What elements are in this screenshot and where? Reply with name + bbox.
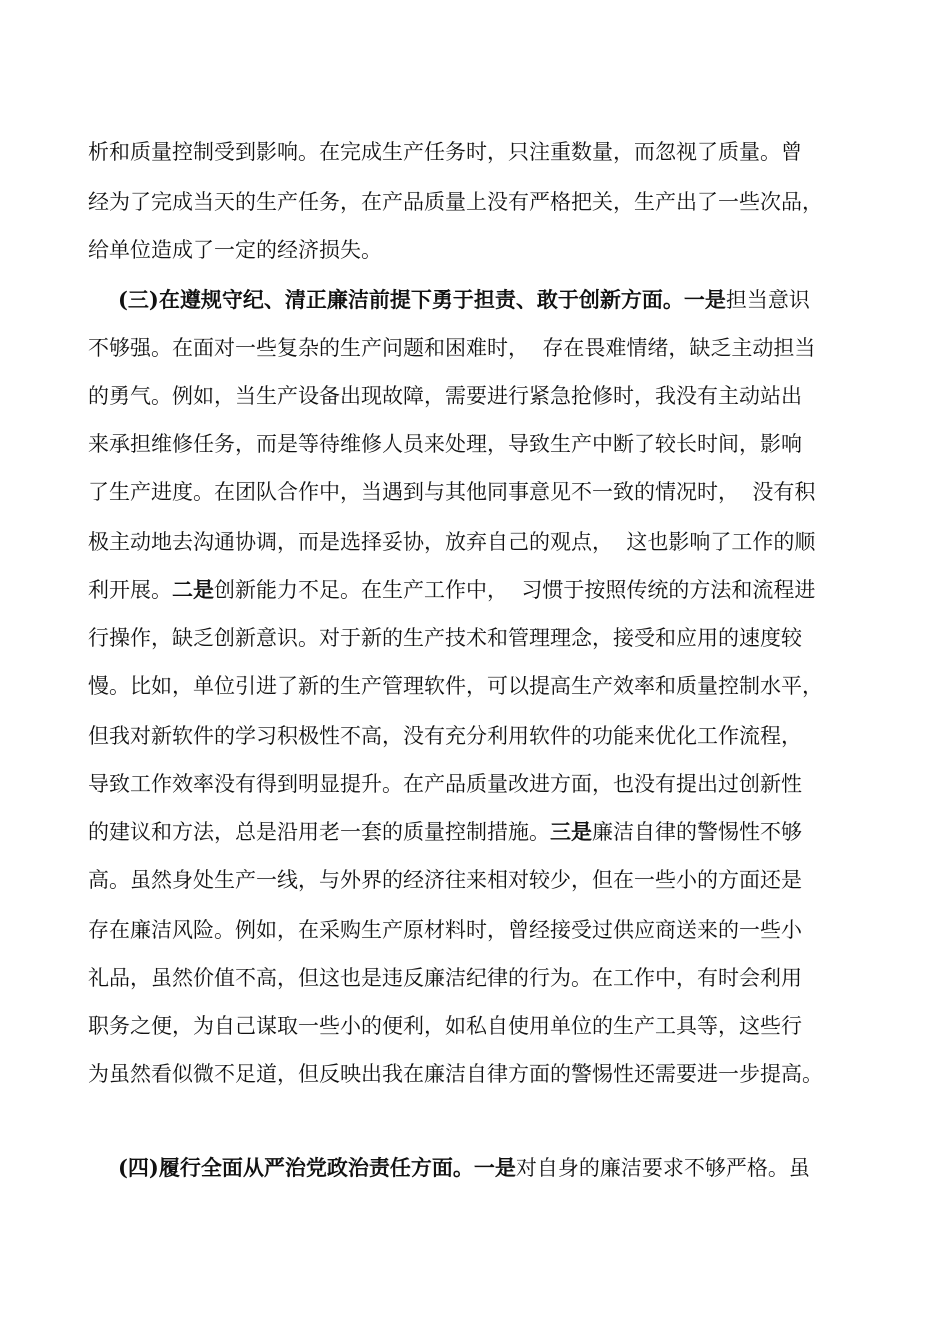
- text-line: 来承担维修任务，而是等待维修人员来处理，导致生产中断了较长时间，影响: [88, 432, 802, 456]
- section-3-first-line: [118, 276, 868, 324]
- text-run: 担当意识: [725, 288, 810, 312]
- text-line: 为虽然看似微不足道，但反映出我在廉洁自律方面的警惕性还需要进一步提高。: [88, 1062, 823, 1086]
- text-line: 导致工作效率没有得到明显提升。在产品质量改进方面，也没有提出过创新性: [88, 772, 802, 796]
- text-line: 高。虽然身处生产一线，与外界的经济往来相对较少，但在一些小的方面还是: [88, 868, 802, 892]
- text-line: 的勇气。例如，当生产设备出现故障，需要进行紧急抢修时，我没有主动站出: [88, 384, 802, 408]
- text-run: 的建议和方法，总是沿用老一套的质量控制措施。: [88, 820, 550, 844]
- text-line-with-point: [88, 808, 868, 856]
- point-label: 三是: [550, 819, 592, 844]
- text-run: 创新能力不足。在生产工作中， 习惯于按照传统的方法和流程进: [214, 578, 816, 602]
- text-line: 经为了完成当天的生产任务，在产品质量上没有严格把关，生产出了一些次品，: [88, 190, 823, 214]
- text-run: 廉洁自律的警惕性不够: [592, 820, 802, 844]
- text-line: 存在廉洁风险。例如，在采购生产原材料时，曾经接受过供应商送来的一些小: [88, 918, 802, 942]
- section-4-first-line: [118, 1144, 868, 1192]
- text-line: 行操作，缺乏创新意识。对于新的生产技术和管理理念，接受和应用的速度较: [88, 626, 802, 650]
- section-3-heading: (三)在遵规守纪、清正廉洁前提下勇于担责、敢于创新方面。: [118, 287, 684, 312]
- text-line: 但我对新软件的学习积极性不高，没有充分利用软件的功能来优化工作流程，: [88, 724, 802, 748]
- text-line: 极主动地去沟通协调，而是选择妥协，放弃自己的观点， 这也影响了工作的顺: [88, 530, 816, 554]
- text-run: 对自身的廉洁要求不够严格。虽: [515, 1156, 810, 1180]
- text-line: 慢。比如，单位引进了新的生产管理软件，可以提高生产效率和质量控制水平，: [88, 674, 823, 698]
- text-line: 礼品，虽然价值不高，但这也是违反廉洁纪律的行为。在工作中，有时会利用: [88, 966, 802, 990]
- text-line: 析和质量控制受到影响。在完成生产任务时，只注重数量，而忽视了质量。曾: [88, 140, 802, 164]
- point-label: 一是: [683, 287, 726, 312]
- section-4-heading: (四)履行全面从严治党政治责任方面。: [118, 1155, 474, 1180]
- text-run: 利开展。: [88, 578, 172, 602]
- text-line: 了生产进度。在团队合作中，当遇到与其他同事意见不一致的情况时， 没有积: [88, 480, 816, 504]
- text-line-with-point: [88, 566, 868, 614]
- text-line: 不够强。在面对一些复杂的生产问题和困难时， 存在畏难情绪，缺乏主动担当: [88, 336, 816, 360]
- text-line: 职务之便，为自己谋取一些小的便利，如私自使用单位的生产工具等，这些行: [88, 1014, 802, 1038]
- text-line: 给单位造成了一定的经济损失。: [88, 238, 382, 262]
- point-label: 一是: [473, 1155, 516, 1180]
- point-label: 二是: [172, 577, 214, 602]
